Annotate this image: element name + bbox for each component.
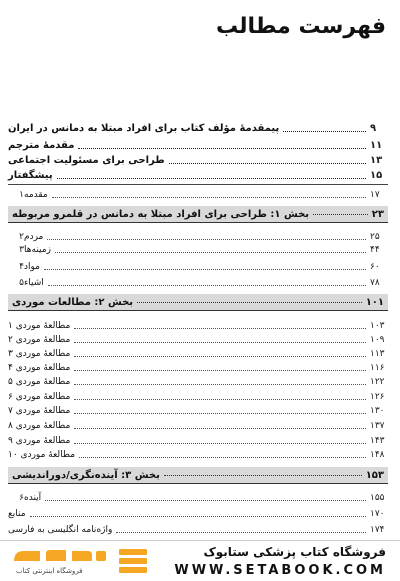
- chapter-number: ۶: [19, 493, 24, 503]
- entry-label: مقدمه: [24, 190, 48, 200]
- page-title: فهرست مطالب: [215, 14, 386, 39]
- entry-page: ۱۵۵: [370, 493, 385, 503]
- entry-label: مطالعۀ موردی ۹: [8, 436, 71, 446]
- entry-page: ۱۴۳: [370, 436, 385, 446]
- entry-page: ۱۷: [370, 190, 380, 200]
- chapter-number: ۵: [19, 278, 24, 288]
- toc-front-entry[interactable]: [8, 121, 388, 135]
- toc-case-entry[interactable]: [8, 389, 388, 403]
- entry-label: مطالعۀ موردی ۸: [8, 421, 71, 431]
- chapter-number: ۴: [19, 262, 24, 272]
- toc-part-header[interactable]: [8, 206, 388, 223]
- part-page: ۱۵۳: [365, 469, 384, 481]
- leader-dots: [79, 457, 366, 458]
- leader-dots: [57, 178, 366, 179]
- leader-dots: [74, 413, 366, 414]
- entry-page: ۱۰۳: [370, 321, 385, 331]
- entry-label: منابع: [8, 509, 26, 519]
- entry-page: ۱۲۲: [370, 377, 385, 387]
- entry-page: ۱۲۶: [370, 392, 385, 402]
- entry-label: مطالعۀ موردی ۱۰: [8, 450, 76, 460]
- leader-dots: [30, 516, 366, 517]
- entry-label: اشیاء: [24, 278, 44, 288]
- entry-label: مطالعۀ موردی ۳: [8, 349, 71, 359]
- entry-label: زمینه‌ها: [24, 245, 51, 255]
- leader-dots: [74, 399, 366, 400]
- toc-case-entry[interactable]: [8, 332, 388, 346]
- entry-page: ۱۷۴: [370, 525, 385, 535]
- entry-page: ۲۵: [370, 232, 380, 242]
- leader-dots: [116, 532, 366, 533]
- toc-chapter-entry[interactable]: [8, 490, 388, 504]
- part-label: بخش ۱: طراحی برای افراد مبتلا به دمانس در قلمرو مربوطه: [12, 208, 310, 220]
- toc-case-entry[interactable]: [8, 403, 388, 417]
- entry-page: ۹: [370, 123, 377, 134]
- toc-chapter-entry[interactable]: [8, 187, 388, 201]
- part-page: ۱۰۱: [365, 296, 384, 308]
- toc-case-entry[interactable]: [8, 374, 388, 388]
- leader-dots: [74, 356, 366, 357]
- entry-page: ۱۳: [370, 155, 383, 166]
- entry-label: آینده: [24, 493, 42, 503]
- entry-label: پیمقدمۀ مؤلف کتاب برای افراد مبتلا به دمانس در ایران: [8, 123, 280, 134]
- leader-dots: [164, 475, 362, 476]
- leader-dots: [74, 342, 366, 343]
- toc-case-entry[interactable]: [8, 447, 388, 461]
- leader-dots: [74, 384, 366, 385]
- toc-case-entry[interactable]: [8, 360, 388, 374]
- store-name: فروشگاه کتاب پزشکی ستابوک: [203, 545, 386, 559]
- toc-front-entry[interactable]: [8, 138, 388, 152]
- part-label: بخش ۳: آینده‌نگری/دوراندیشی: [12, 469, 160, 481]
- entry-label: مطالعۀ موردی ۶: [8, 392, 71, 402]
- entry-page: ۱۳۷: [370, 421, 385, 431]
- toc-part-header[interactable]: [8, 294, 388, 311]
- leader-dots: [52, 197, 366, 198]
- entry-label: مردم: [24, 232, 44, 242]
- toc-chapter-entry[interactable]: [8, 275, 388, 289]
- entry-page: ۱۰۹: [370, 335, 385, 345]
- website-link[interactable]: WWW.SETABOOK.COM: [174, 563, 386, 578]
- leader-dots: [74, 328, 366, 329]
- toc-case-entry[interactable]: [8, 418, 388, 432]
- toc-chapter-entry[interactable]: [8, 242, 388, 256]
- book-stack-icon: [116, 545, 150, 579]
- entry-page: ۱۳۰: [370, 406, 385, 416]
- toc-backmatter-entry[interactable]: [8, 506, 388, 520]
- logo-subtitle: فروشگاه اینترنتی کتاب: [16, 567, 83, 575]
- entry-label: مطالعۀ موردی ۷: [8, 406, 71, 416]
- leader-dots: [74, 428, 366, 429]
- leader-dots: [313, 214, 368, 215]
- entry-page: ۱۴۸: [370, 450, 385, 460]
- toc-part-header[interactable]: [8, 467, 388, 484]
- entry-label: مطالعۀ موردی ۲: [8, 335, 71, 345]
- leader-dots: [283, 131, 366, 132]
- toc-case-entry[interactable]: [8, 346, 388, 360]
- setabook-logo[interactable]: [10, 545, 150, 579]
- leader-dots: [137, 302, 362, 303]
- entry-label: مطالعۀ موردی ۵: [8, 377, 71, 387]
- entry-label: مقدمۀ مترجم: [8, 140, 75, 151]
- entry-page: ۴۴: [370, 245, 380, 255]
- entry-label: واژه‌نامه انگلیسی به فارسی: [8, 525, 113, 535]
- leader-dots: [45, 500, 366, 501]
- entry-page: ۶۰: [370, 262, 380, 272]
- entry-label: طراحی برای مسئولیت اجتماعی: [8, 155, 165, 166]
- toc-front-entry[interactable]: [8, 153, 388, 167]
- toc-backmatter-entry[interactable]: [8, 522, 388, 536]
- chapter-number: ۲: [19, 232, 24, 242]
- logo-wordmark-icon: [10, 547, 110, 565]
- store-footer: [0, 540, 400, 581]
- leader-dots: [78, 148, 366, 149]
- divider: [8, 184, 388, 185]
- leader-dots: [47, 239, 366, 240]
- toc-case-entry[interactable]: [8, 433, 388, 447]
- leader-dots: [169, 163, 366, 164]
- entry-page: ۱۷۰: [370, 509, 385, 519]
- leader-dots: [55, 252, 366, 253]
- leader-dots: [48, 285, 366, 286]
- entry-page: ۱۵: [370, 170, 383, 181]
- entry-page: ۱۱۳: [370, 349, 385, 359]
- entry-page: ۱۱: [370, 140, 383, 151]
- leader-dots: [74, 443, 366, 444]
- toc-case-entry[interactable]: [8, 318, 388, 332]
- entry-label: مواد: [24, 262, 40, 272]
- part-page: ۲۳: [371, 208, 384, 220]
- toc-chapter-entry[interactable]: [8, 229, 388, 243]
- entry-page: ۷۸: [370, 278, 380, 288]
- chapter-number: ۳: [19, 245, 24, 255]
- part-label: بخش ۲: مطالعات موردی: [12, 296, 134, 308]
- leader-dots: [44, 269, 366, 270]
- entry-label: پیشگفتار: [8, 170, 53, 181]
- entry-label: مطالعۀ موردی ۴: [8, 363, 71, 373]
- leader-dots: [74, 370, 366, 371]
- chapter-number: ۱: [19, 190, 24, 200]
- entry-page: ۱۱۶: [370, 363, 385, 373]
- entry-label: مطالعۀ موردی ۱: [8, 321, 71, 331]
- toc-chapter-entry[interactable]: [8, 259, 388, 273]
- toc-front-entry[interactable]: [8, 168, 388, 182]
